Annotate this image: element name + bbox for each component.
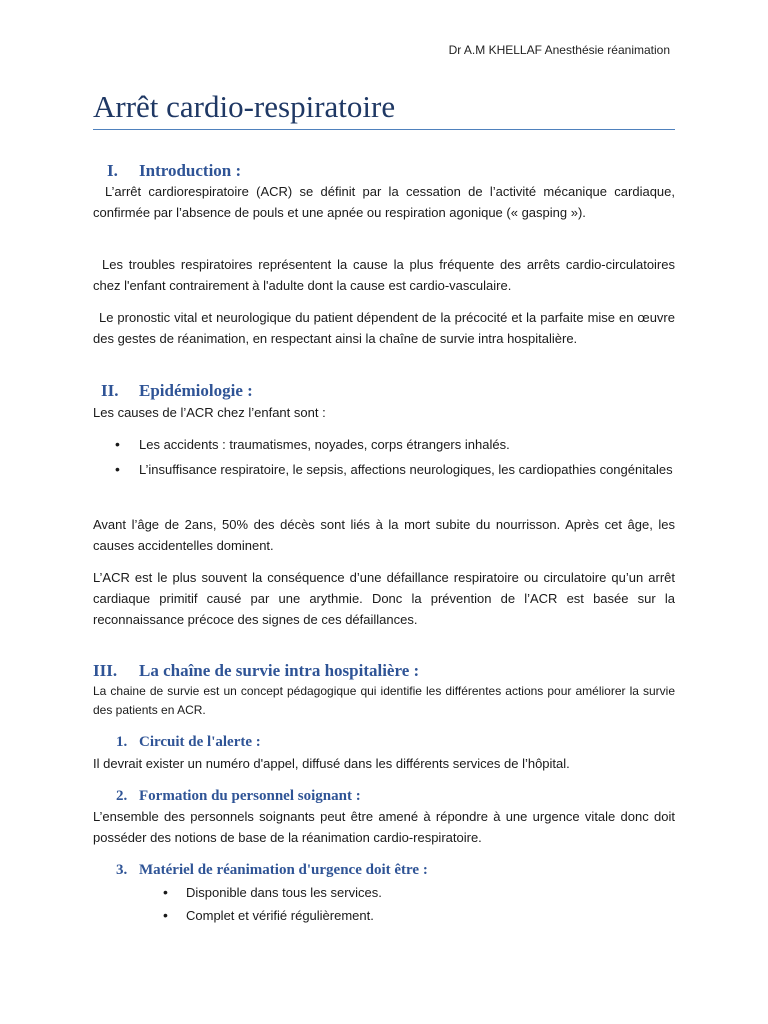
section-chaine-de-survie <box>93 660 675 682</box>
paragraph: Avant l’âge de 2ans, 50% des décès sont liés à la mort subite du nourrisson. Après cet âge, les causes accidentelles dominent. <box>93 517 675 553</box>
section-number: I. <box>107 161 118 180</box>
list-item: • Les accidents : traumatismes, noyades, corps étrangers inhalés. <box>93 433 675 456</box>
paragraph: Les causes de l’ACR chez l’enfant sont : <box>93 405 326 420</box>
subsection-heading <box>93 860 675 880</box>
paragraph: L’ensemble des personnels soignants peut être amené à répondre à une urgence vitale donc doit posséder des notions de base de la réanimation cardio-respiratoire. <box>93 809 675 845</box>
paragraph: La chaine de survie est un concept pédagogique qui identifie les différentes actions pour améliorer la survie des patients en ACR. <box>93 684 675 717</box>
paragraph: Les troubles respiratoires représentent la cause la plus fréquente des arrêts cardio-circulatoires chez l'enfant contrairement à l'adulte dont la cause est cardio-vasculaire. <box>93 257 675 293</box>
section-title: Introduction : <box>139 161 242 180</box>
subsection-number: 2. <box>116 788 128 804</box>
section-heading <box>93 660 675 682</box>
subsection-title: Formation du personnel soignant : <box>139 788 361 804</box>
subsection-title: Circuit de l'alerte : <box>139 734 261 750</box>
subsection-number: 1. <box>116 734 128 750</box>
subsection-materiel <box>93 860 675 880</box>
subsection-heading <box>93 732 675 752</box>
paragraph: Il devrait exister un numéro d'appel, diffusé dans les différents services de l’hôpital. <box>93 756 570 771</box>
subsection-title: Matériel de réanimation d'urgence doit être : <box>139 862 428 878</box>
bullet-list <box>93 433 675 481</box>
subsection-circuit-alerte <box>93 732 675 752</box>
section-heading <box>93 380 675 402</box>
subsection-formation <box>93 786 675 806</box>
section-title: Epidémiologie : <box>139 381 253 400</box>
paragraph: Le pronostic vital et neurologique du patient dépendent de la précocité et la parfaite mise en œuvre des gestes de réanimation, en respectant ainsi la chaîne de survie intra hospitalière. <box>93 310 675 346</box>
section-introduction <box>93 160 675 182</box>
subsection-heading <box>93 786 675 806</box>
bullet-list <box>93 881 675 927</box>
section-heading <box>93 160 675 182</box>
section-number: II. <box>101 381 119 400</box>
subsection-number: 3. <box>116 862 128 878</box>
header-author: Dr A.M KHELLAF Anesthésie réanimation <box>448 43 670 57</box>
paragraph: L’ACR est le plus souvent la conséquence d’une défaillance respiratoire ou circulatoire qu’un arrêt cardiaque primitif causé par une arythmie. Donc la prévention de l’ACR est basée sur la reconnaissance précoce des signes de ces défaillances. <box>93 570 675 627</box>
paragraph: L’arrêt cardiorespiratoire (ACR) se définit par la cessation de l’activité mécanique cardiaque, confirmée par l’absence de pouls et une apnée ou respiration agonique (« gasping »). <box>93 184 675 220</box>
list-item: • Disponible dans tous les services. <box>93 881 675 904</box>
document-title: Arrêt cardio-respiratoire <box>93 87 675 130</box>
list-item: • L’insuffisance respiratoire, le sepsis, affections neurologiques, les cardiopathies congénitales <box>93 458 675 481</box>
section-epidemiologie <box>93 380 675 402</box>
section-title: La chaîne de survie intra hospitalière : <box>139 661 420 680</box>
section-number: III. <box>93 661 118 680</box>
list-item: • Complet et vérifié régulièrement. <box>93 904 675 927</box>
